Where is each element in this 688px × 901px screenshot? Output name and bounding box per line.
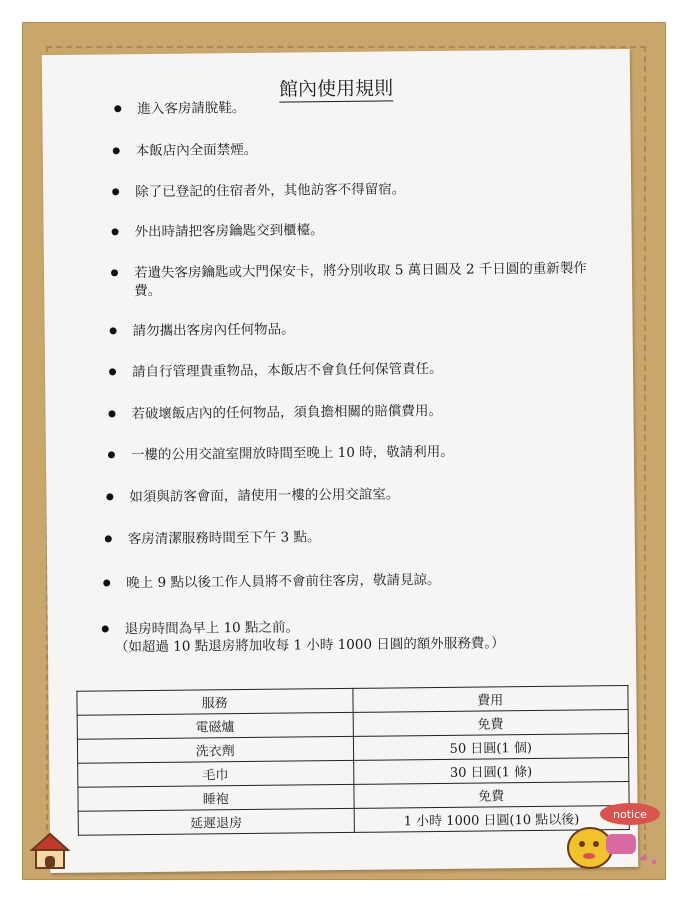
- bullet-icon: [108, 451, 115, 458]
- table-cell: 30 日圓(1 條): [353, 757, 629, 784]
- bullet-icon: [111, 269, 118, 276]
- list-item: 若破壞飯店內的任何物品，須負擔相關的賠償費用。: [108, 400, 598, 423]
- list-item: 請自行管理貴重物品，本飯店不會負任何保管責任。: [109, 358, 599, 381]
- notice-sticker-icon: [566, 800, 666, 876]
- notice-sticker-label: notice: [613, 808, 647, 821]
- list-item: 如須與訪客會面，請使用一樓的公用交誼室。: [106, 483, 596, 506]
- list-item: 進入客房請脫鞋。: [114, 95, 594, 118]
- table-cell: 睡袍: [78, 784, 354, 811]
- bullet-icon: [109, 368, 116, 375]
- table-cell: 1 小時 1000 日圓(10 點以後): [354, 805, 630, 832]
- list-item: 客房清潔服務時間至下午 3 點。: [105, 525, 595, 548]
- list-item: 本飯店內全面禁煙。: [113, 137, 593, 160]
- table-cell: 電磁爐: [77, 712, 353, 739]
- table-cell: 毛巾: [78, 760, 354, 787]
- bullet-icon: [112, 188, 119, 195]
- bullet-icon: [112, 228, 119, 235]
- list-item: 外出時請把客房鑰匙交到櫃檯。: [111, 218, 591, 241]
- bullet-icon: [102, 625, 109, 632]
- fee-table: [76, 685, 629, 836]
- list-item: 除了已登記的住宿者外，其他訪客不得留宿。: [112, 178, 592, 201]
- table-cell: 洗衣劑: [77, 736, 353, 763]
- list-item: 若遺失客房鑰匙或大門保安卡，將分別收取 5 萬日圓及 2 千日圓的重新製作費。: [111, 259, 601, 300]
- list-item: 請勿攜出客房內任何物品。: [110, 317, 590, 340]
- list-item: [102, 615, 622, 656]
- rules-sheet: [42, 49, 639, 873]
- bullet-icon: [108, 410, 115, 417]
- checkout-rule: 退房時間為早上 10 點之前。: [124, 619, 300, 638]
- table-cell: 免費: [353, 709, 629, 736]
- table-cell: 50 日圓(1 個): [353, 733, 629, 760]
- bullet-icon: [105, 535, 112, 542]
- bullet-icon: [106, 493, 113, 500]
- bullet-icon: [114, 105, 121, 112]
- list-item: 晚上 9 點以後工作人員將不會前往客房，敬請見諒。: [103, 569, 603, 592]
- bullet-icon: [113, 147, 120, 154]
- bullet-icon: [110, 327, 117, 334]
- list-item: 一樓的公用交誼室開放時間至晚上 10 時，敬請利用。: [108, 441, 598, 464]
- column-header: 服務: [77, 688, 353, 715]
- page-title-text: 館內使用規則: [278, 77, 394, 101]
- table-cell: 延遲退房: [78, 808, 354, 835]
- table-row: [78, 805, 629, 835]
- house-sticker-icon: [30, 832, 70, 870]
- checkout-note: （如超過 10 點退房將加收每 1 小時 1000 日圓的額外服務費。）: [114, 635, 505, 656]
- column-header: 費用: [352, 685, 628, 712]
- table-cell: 免費: [353, 781, 629, 808]
- bullet-icon: [103, 579, 110, 586]
